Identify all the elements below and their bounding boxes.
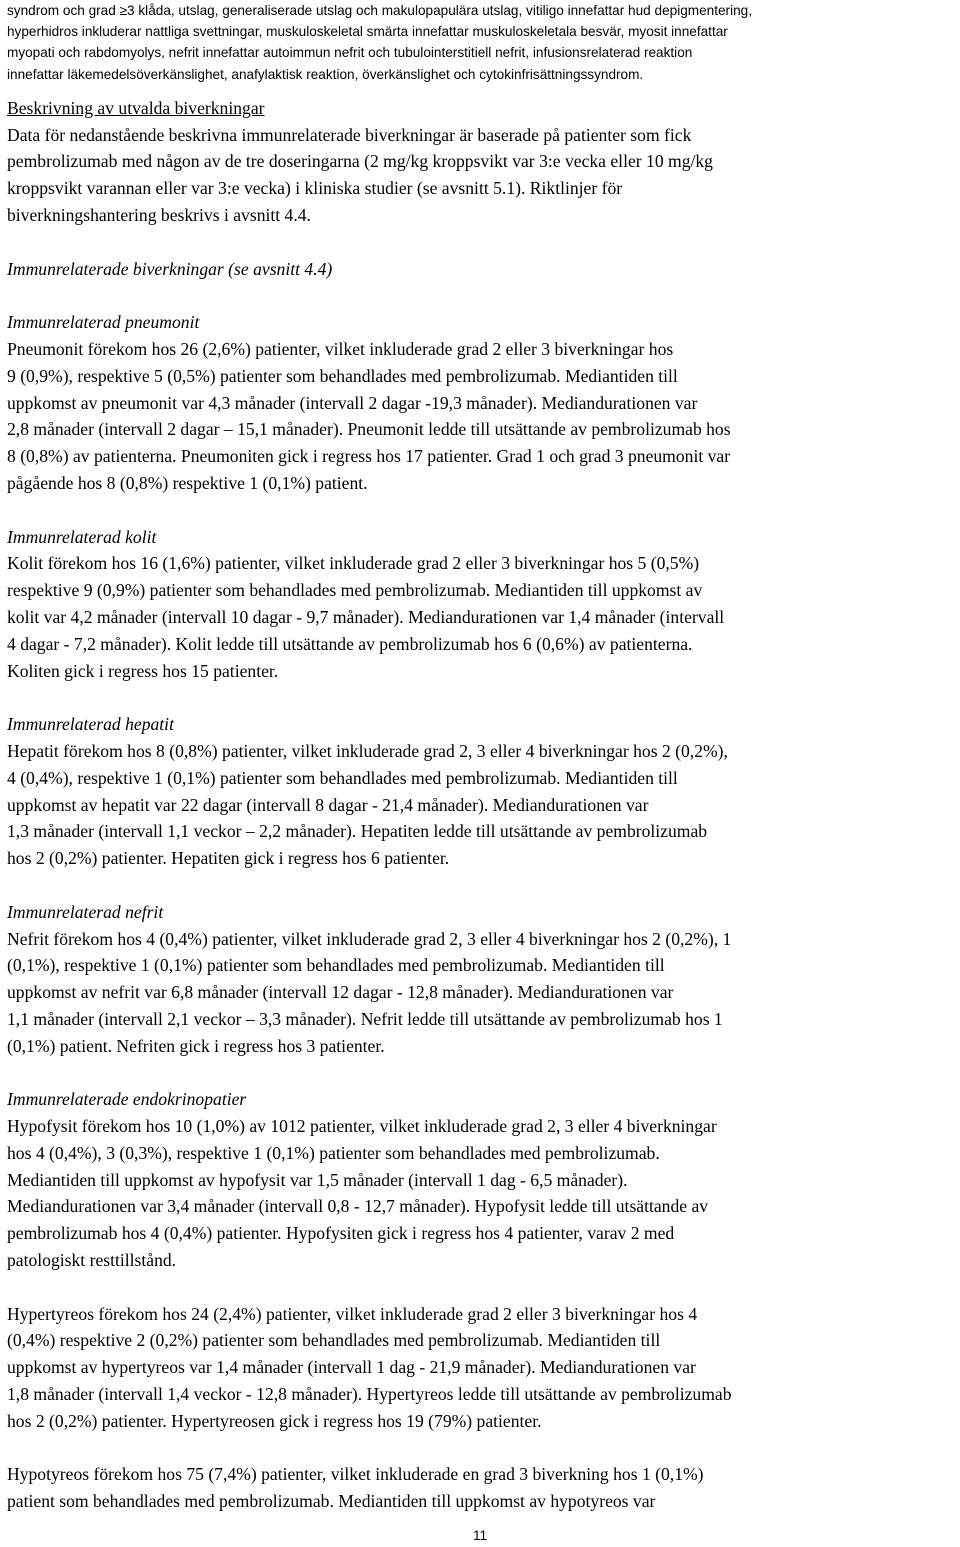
hypofysit-paragraph: Hypofysit förekom hos 10 (1,0%) av 1012 patienter, vilket inkluderade grad 2, 3 eller 4 biverkningar hos 4 (0,4%), 3 (0,3%), respektive 1 (0,1%) patienter som behandlades med pembrolizumab. Mediantiden till uppkomst av hypofysit var 1,5 månader (intervall 1 dag - 6,5 månader). Mediandurationen var 3,4 månader (intervall 0,8 - 12,7 månader). Hypofysit ledde till utsättande av pembrolizumab hos 4 (0,4%) patienter. Hypofysiten gick i regress hos 4 patienter, varav 2 med patologiskt resttillstånd. bbox=[7, 1116, 717, 1271]
hypotyreos-paragraph: Hypotyreos förekom hos 75 (7,4%) patienter, vilket inkluderade en grad 3 biverkning hos 1 (0,1%) patient som behandlades med pembrolizumab. Mediantiden till uppkomst av hypotyreos var bbox=[7, 1464, 704, 1512]
pneumonit-paragraph: Pneumonit förekom hos 26 (2,6%) patienter, vilket inkluderade grad 2 eller 3 biverkningar hos 9 (0,9%), respektive 5 (0,5%) patienter som behandlades med pembrolizumab. Mediantiden till uppkomst av pneumonit var 4,3 månader (intervall 2 dagar -19,3 månader). Mediandurationen var 2,8 månader (intervall 2 dagar – 15,1 månader). Pneumonit ledde till utsättande av pembrolizumab hos 8 (0,8%) av patienterna. Pneumoniten gick i regress hos 17 patienter. Grad 1 och grad 3 pneumonit var pågående hos 8 (0,8%) respektive 1 (0,1%) patient. bbox=[7, 338, 731, 493]
pneumonit-heading: Immunrelaterad pneumonit bbox=[7, 312, 200, 333]
kolit-paragraph: Kolit förekom hos 16 (1,6%) patienter, vilket inkluderade grad 2 eller 3 biverkningar hos 5 (0,5%) respektive 9 (0,9%) patienter som behandlades med pembrolizumab. Mediantiden till uppkomst av kolit var 4,2 månader (intervall 10 dagar - 9,7 månader). Mediandurationen var 1,4 månader (intervall 4 dagar - 7,2 månader). Kolit ledde till utsättande av pembrolizumab hos 6 (0,6%) av patienterna. Koliten gick i regress hos 15 patienter. bbox=[7, 553, 725, 681]
immune-heading: Immunrelaterade biverkningar (se avsnitt 4.4) bbox=[7, 258, 333, 279]
intro-paragraph: syndrom och grad ≥3 klåda, utslag, generaliserade utslag och makulopapulära utslag, vitiligo innefattar hud depigmentering, hyperhidros inkluderar nattliga svettningar, muskuloskeletal smärta innefattar muskuloskeletala besvär, myosit innefattar myopati och rabdomyolys, nefrit innefattar autoimmun nefrit och tubulointerstitiell nefrit, infusionsrelaterad reaktion innefattar läkemedelsöverkänslighet, anafylaktisk reaktion, överkänslighet och cytokinfrisättningssyndrom. bbox=[7, 3, 752, 82]
document-body bbox=[7, 95, 957, 1515]
document-page bbox=[7, 0, 957, 1515]
hepatit-paragraph: Hepatit förekom hos 8 (0,8%) patienter, vilket inkluderade grad 2, 3 eller 4 biverkningar hos 2 (0,2%), 4 (0,4%), respektive 1 (0,1%) patienter som behandlades med pembrolizumab. Mediantiden till uppkomst av hepatit var 22 dagar (intervall 8 dagar - 21,4 månader). Mediandurationen var 1,3 månader (intervall 1,1 veckor – 2,2 månader). Hepatiten ledde till utsättande av pembrolizumab hos 2 (0,2%) patienter. Hepatiten gick i regress hos 6 patienter. bbox=[7, 740, 728, 869]
hypertyreos-paragraph: Hypertyreos förekom hos 24 (2,4%) patienter, vilket inkluderade grad 2 eller 3 biverkningar hos 4 (0,4%) respektive 2 (0,2%) patienter som behandlades med pembrolizumab. Mediantiden till uppkomst av hypertyreos var 1,4 månader (intervall 1 dag - 21,9 månader). Mediandurationen var 1,8 månader (intervall 1,4 veckor - 12,8 månader). Hypertyreos ledde till utsättande av pembrolizumab hos 2 (0,2%) patienter. Hypertyreosen gick i regress hos 19 (79%) patienter. bbox=[7, 1303, 732, 1431]
section-heading: Beskrivning av utvalda biverkningar bbox=[7, 97, 265, 118]
hepatit-heading: Immunrelaterad hepatit bbox=[7, 714, 174, 735]
page-number: 11 bbox=[472, 1528, 488, 1543]
section-paragraph: Data för nedanstående beskrivna immunrelaterade biverkningar är baserade på patienter som fick pembrolizumab med någon av de tre doseringarna (2 mg/kg kroppsvikt var 3:e vecka eller 10 mg/kg kroppsvikt varannan eller var 3:e vecka) i kliniska studier (se avsnitt 5.1). Riktlinjer för biverkningshantering beskrivs i avsnitt 4.4. bbox=[7, 124, 713, 225]
nefrit-heading: Immunrelaterad nefrit bbox=[7, 901, 164, 922]
endokrinopatier-heading: Immunrelaterade endokrinopatier bbox=[7, 1089, 247, 1110]
nefrit-paragraph: Nefrit förekom hos 4 (0,4%) patienter, vilket inkluderade grad 2, 3 eller 4 biverkningar hos 2 (0,2%), 1 (0,1%), respektive 1 (0,1%) patienter som behandlades med pembrolizumab. Mediantiden till uppkomst av nefrit var 6,8 månader (intervall 12 dagar - 12,8 månader). Mediandurationen var 1,1 månader (intervall 2,1 veckor – 3,3 månader). Nefrit ledde till utsättande av pembrolizumab hos 1 (0,1%) patient. Nefriten gick i regress hos 3 patienter. bbox=[7, 928, 732, 1056]
kolit-heading: Immunrelaterad kolit bbox=[7, 526, 157, 547]
